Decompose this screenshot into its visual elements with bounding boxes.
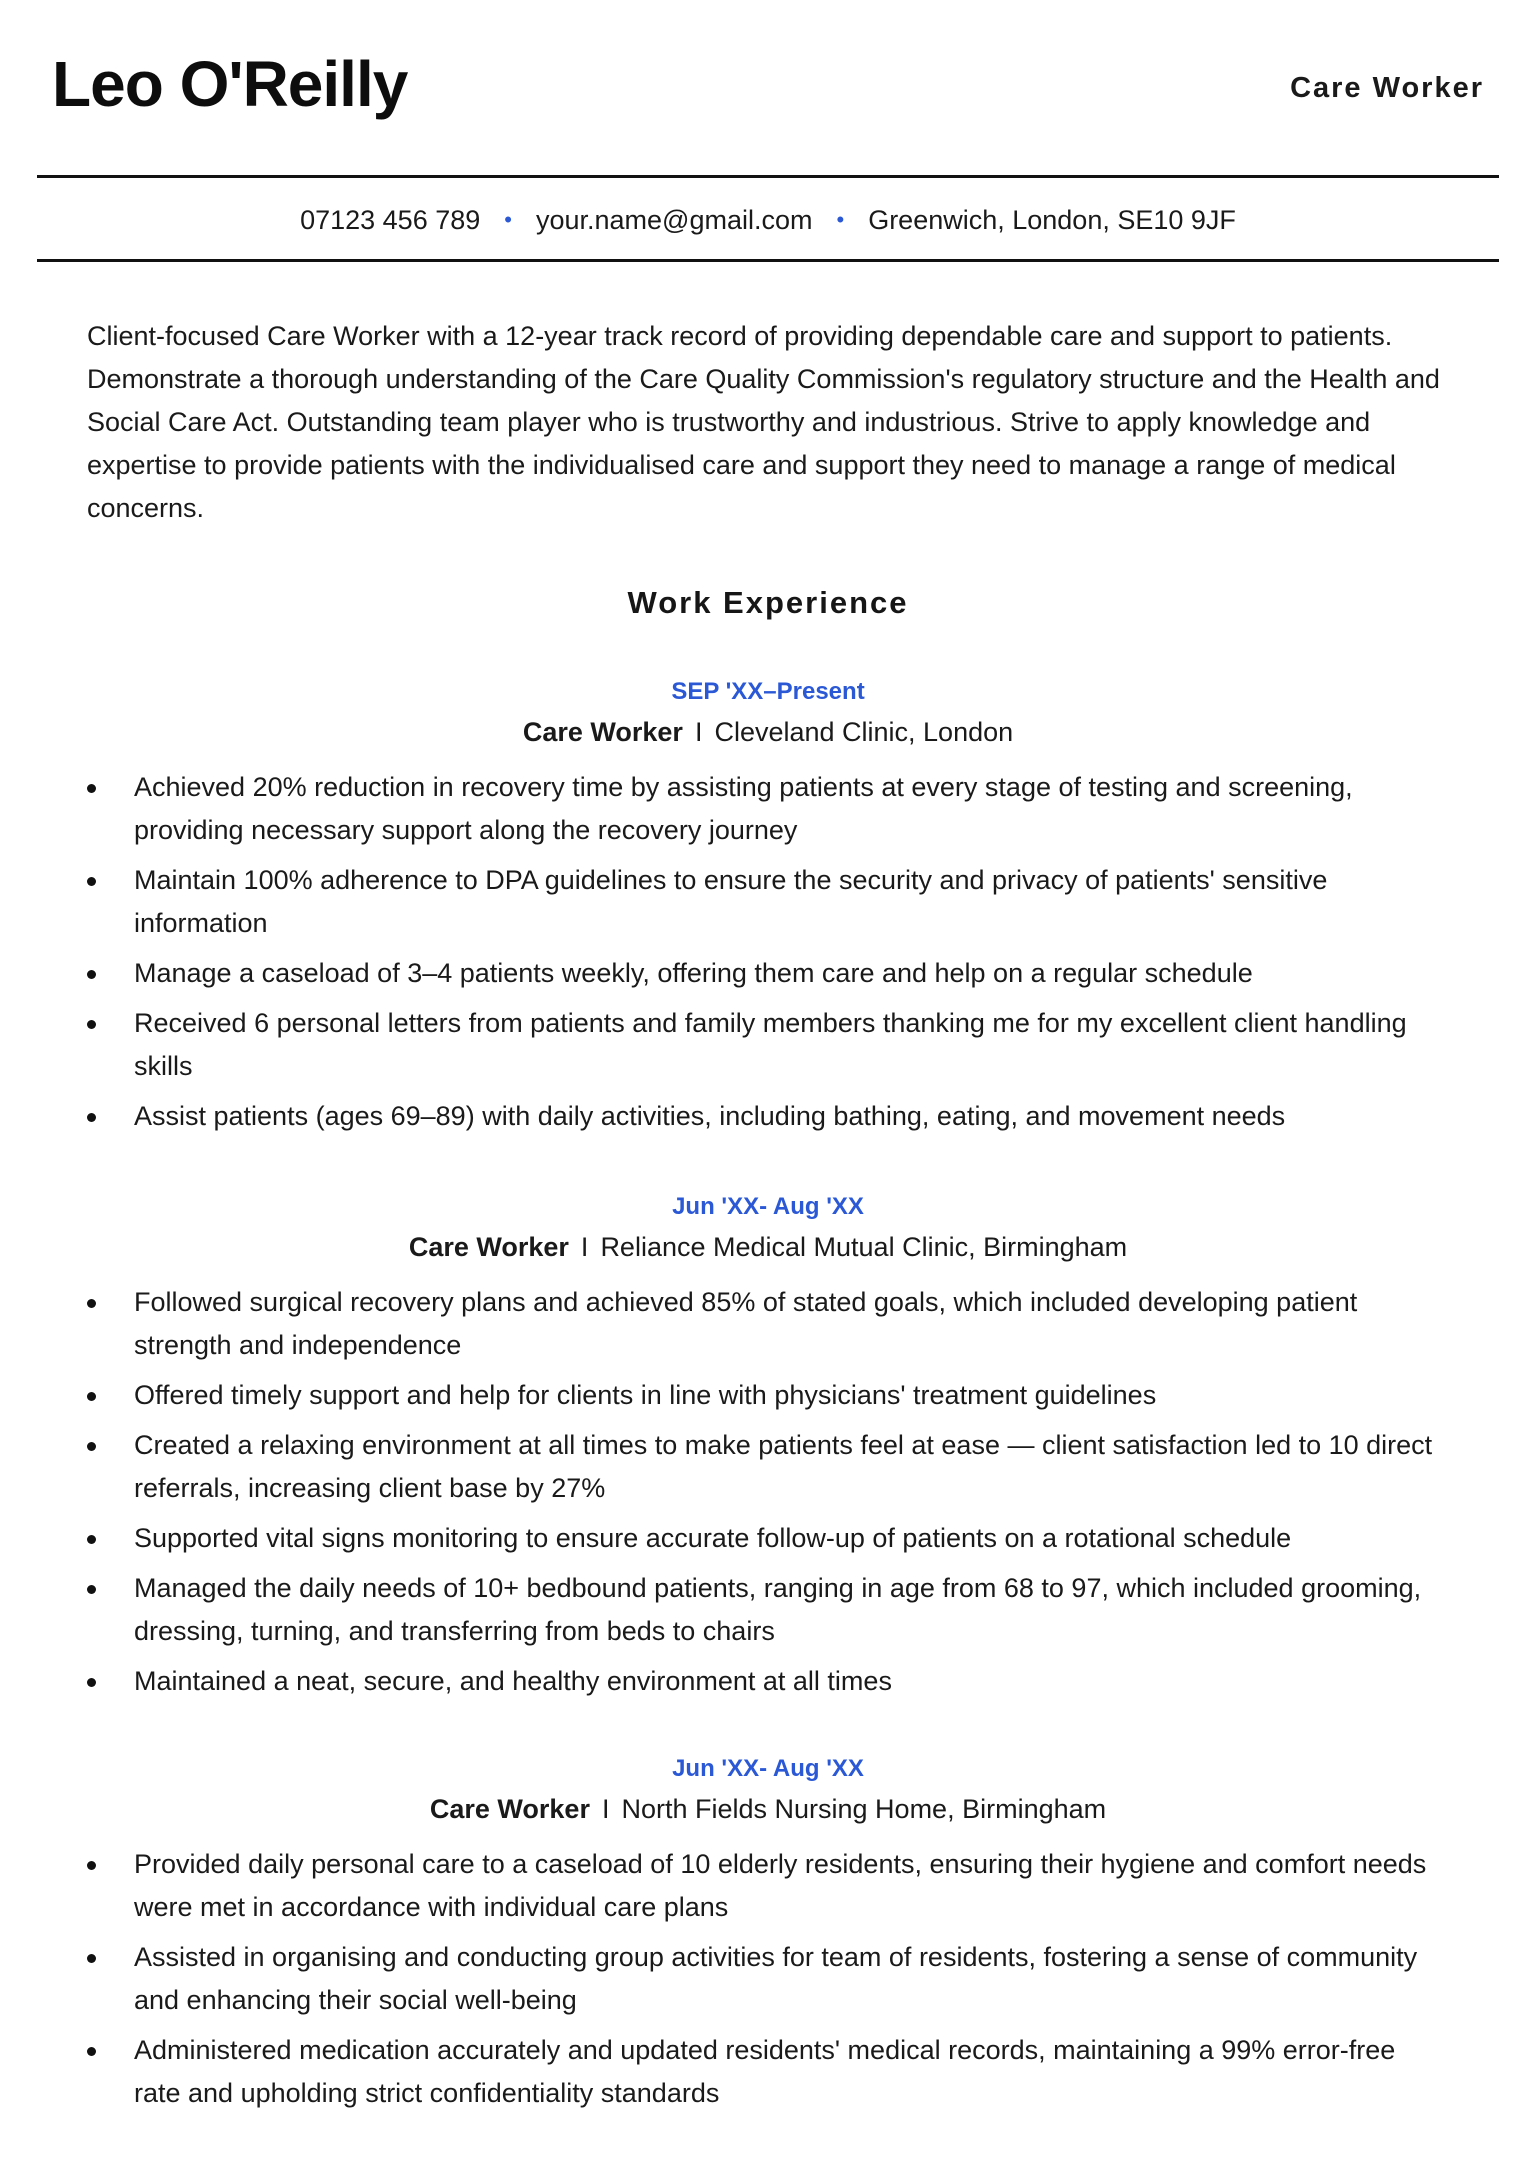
job-dates: SEP 'XX–Present — [671, 678, 865, 705]
job-title-line — [87, 1787, 1449, 1831]
job-bullet-list — [87, 1843, 1449, 2115]
job-bullet: Assist patients (ages 69–89) with daily activities, including bathing, eating, and movement needs — [87, 1095, 1449, 1138]
profile-summary: Client-focused Care Worker with a 12-year track record of providing dependable care and support to patients. Demonstrate a thorough understanding of the Care Quality Commission's regulatory structure and the Health and Social Care Act. Outstanding team player who is trustworthy and industrious. Strive to apply knowledge and expertise to provide patients with the individualised care and support they need to manage a range of medical concerns. — [87, 321, 1440, 523]
candidate-role: Care Worker — [1290, 72, 1484, 104]
bullet-dot-icon — [87, 877, 96, 886]
job-employer: North Fields Nursing Home, Birmingham — [621, 1794, 1107, 1824]
job-title: Care Worker — [429, 1794, 590, 1824]
job-bullet: Followed surgical recovery plans and achieved 85% of stated goals, which included developing patient strength and independence — [87, 1281, 1449, 1367]
bullet-dot-icon — [87, 1861, 96, 1870]
bullet-dot-icon — [87, 1392, 96, 1401]
header-divider-top — [37, 175, 1499, 178]
job-dates: Jun 'XX- Aug 'XX — [672, 1755, 864, 1782]
bullet-dot-icon — [87, 1535, 96, 1544]
job-bullet-list — [87, 1281, 1449, 1703]
job-employer: Reliance Medical Mutual Clinic, Birmingham — [600, 1232, 1128, 1262]
job-divider: I — [601, 1794, 610, 1824]
job-bullet: Administered medication accurately and updated residents' medical records, maintaining a 99% error-free rate and upholding strict confidentiality standards — [87, 2029, 1449, 2115]
job-bullet: Offered timely support and help for clients in line with physicians' treatment guidelines — [87, 1374, 1449, 1417]
job-bullet: Maintained a neat, secure, and healthy environment at all times — [87, 1660, 1449, 1703]
job-entry — [87, 674, 1449, 1145]
job-title-line — [87, 710, 1449, 754]
bullet-dot-icon — [87, 970, 96, 979]
job-entry — [87, 1189, 1449, 1710]
bullet-dot-icon — [87, 784, 96, 793]
job-bullet: Created a relaxing environment at all times to make patients feel at ease — client satisfaction led to 10 direct referrals, increasing client base by 27% — [87, 1424, 1449, 1510]
job-divider: I — [694, 717, 703, 747]
job-title: Care Worker — [522, 717, 683, 747]
candidate-name: Leo O'Reilly — [52, 48, 408, 120]
job-title: Care Worker — [408, 1232, 569, 1262]
contact-email[interactable]: your.name@gmail.com — [535, 205, 813, 235]
bullet-dot-icon — [87, 1299, 96, 1308]
job-dates: Jun 'XX- Aug 'XX — [672, 1193, 864, 1220]
job-bullet: Provided daily personal care to a caseload of 10 elderly residents, ensuring their hygiene and comfort needs were met in accordance with individual care plans — [87, 1843, 1449, 1929]
job-bullet-list — [87, 766, 1449, 1138]
contact-separator-dot: • — [504, 207, 512, 232]
job-title-line — [87, 1225, 1449, 1269]
job-employer: Cleveland Clinic, London — [714, 717, 1014, 747]
bullet-dot-icon — [87, 1442, 96, 1451]
contact-phone: 07123 456 789 — [300, 205, 481, 235]
bullet-dot-icon — [87, 1678, 96, 1687]
bullet-dot-icon — [87, 1954, 96, 1963]
job-bullet: Received 6 personal letters from patients and family members thanking me for my excellent client handling skills — [87, 1002, 1449, 1088]
contact-location: Greenwich, London, SE10 9JF — [868, 205, 1236, 235]
contact-bar — [37, 200, 1499, 240]
bullet-dot-icon — [87, 1020, 96, 1029]
job-bullet: Managed the daily needs of 10+ bedbound patients, ranging in age from 68 to 97, which included grooming, dressing, turning, and transferring from beds to chairs — [87, 1567, 1449, 1653]
job-entry — [87, 1751, 1449, 2122]
job-divider: I — [580, 1232, 589, 1262]
job-bullet: Maintain 100% adherence to DPA guidelines to ensure the security and privacy of patients' sensitive information — [87, 859, 1449, 945]
bullet-dot-icon — [87, 1113, 96, 1122]
resume-header — [52, 40, 1484, 130]
work-experience-heading: Work Experience — [627, 585, 909, 620]
job-bullet: Supported vital signs monitoring to ensure accurate follow-up of patients on a rotational schedule — [87, 1517, 1449, 1560]
bullet-dot-icon — [87, 1585, 96, 1594]
job-bullet: Assisted in organising and conducting group activities for team of residents, fostering a sense of community and enhancing their social well-being — [87, 1936, 1449, 2022]
job-bullet: Manage a caseload of 3–4 patients weekly, offering them care and help on a regular schedule — [87, 952, 1449, 995]
header-divider-bottom — [37, 259, 1499, 262]
contact-separator-dot: • — [836, 207, 845, 232]
job-bullet: Achieved 20% reduction in recovery time by assisting patients at every stage of testing and screening, providing necessary support along the recovery journey — [87, 766, 1449, 852]
bullet-dot-icon — [87, 2047, 96, 2056]
